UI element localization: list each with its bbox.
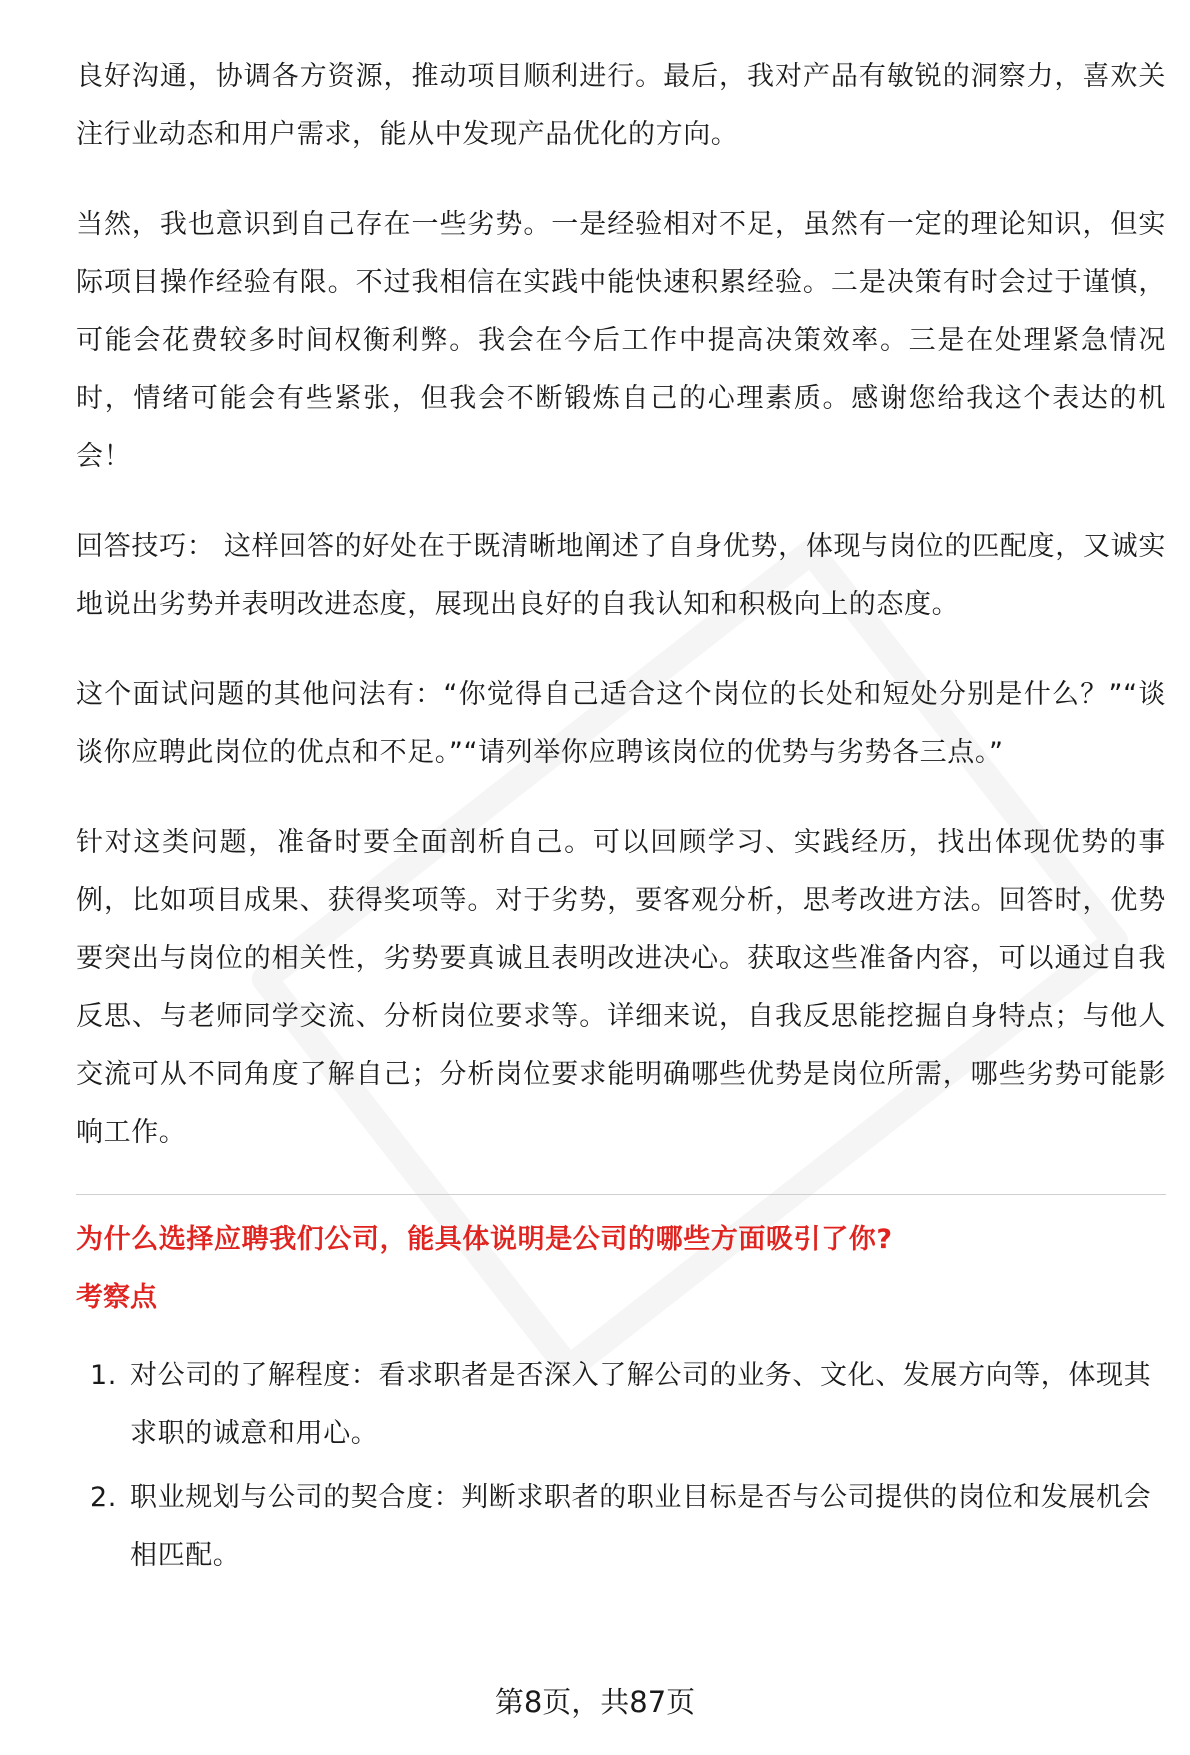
paragraph-preparation-advice: 针对这类问题，准备时要全面剖析自己。可以回顾学习、实践经历，找出体现优势的事例，比如项目成果、获得奖项等。对于劣势，要客观分析，思考改进方法。回答时，优势要突出与岗位的相关性，劣势要真诚且表明改进决心。获取这些准备内容，可以通过自我反思、与老师同学交流、分析岗位要求等。详细来说，自我反思能挖掘自身特点；与他人交流可从不同角度了解自己；分析岗位要求能明确哪些优势是岗位所需，哪些劣势可能影响工作。 (76, 827, 1166, 1148)
page-number-footer: 第8页，共87页 (494, 1685, 696, 1719)
list-item-text: 职业规划与公司的契合度：判断求职者的职业目标是否与公司提供的岗位和发展机会相匹配。 (130, 1482, 1152, 1571)
paragraph-weaknesses: 当然，我也意识到自己存在一些劣势。一是经验相对不足，虽然有一定的理论知识，但实际项目操作经验有限。不过我相信在实践中能快速积累经验。二是决策有时会过于谨慎，可能会花费较多时间权衡利弊。我会在今后工作中提高决策效率。三是在处理紧急情况时，情绪可能会有些紧张，但我会不断锻炼自己的心理素质。感谢您给我这个表达的机会！ (76, 209, 1166, 472)
list-item-number: 2. (90, 1482, 117, 1513)
list-item (76, 1347, 1166, 1463)
document-page (76, 48, 1166, 1591)
assessment-points-label: 考察点 (76, 1282, 157, 1313)
section-divider (76, 1194, 1166, 1195)
assessment-points-list (76, 1347, 1166, 1585)
paragraph-alternative-questions: 这个面试问题的其他问法有：“你觉得自己适合这个岗位的长处和短处分别是什么？”“谈谈你应聘此岗位的优点和不足。”“请列举你应聘该岗位的优势与劣势各三点。” (76, 679, 1166, 768)
list-item (76, 1469, 1166, 1585)
paragraph-answer-tips: 回答技巧： 这样回答的好处在于既清晰地阐述了自身优势，体现与岗位的匹配度，又诚实地说出劣势并表明改进态度，展现出良好的自我认知和积极向上的态度。 (76, 531, 1166, 620)
list-item-number: 1. (90, 1360, 117, 1391)
interview-question-heading: 为什么选择应聘我们公司，能具体说明是公司的哪些方面吸引了你? (76, 1224, 893, 1255)
paragraph-strengths-end: 良好沟通，协调各方资源，推动项目顺利进行。最后，我对产品有敏锐的洞察力，喜欢关注行业动态和用户需求，能从中发现产品优化的方向。 (76, 61, 1166, 150)
list-item-text: 对公司的了解程度：看求职者是否深入了解公司的业务、文化、发展方向等，体现其求职的诚意和用心。 (130, 1360, 1152, 1449)
